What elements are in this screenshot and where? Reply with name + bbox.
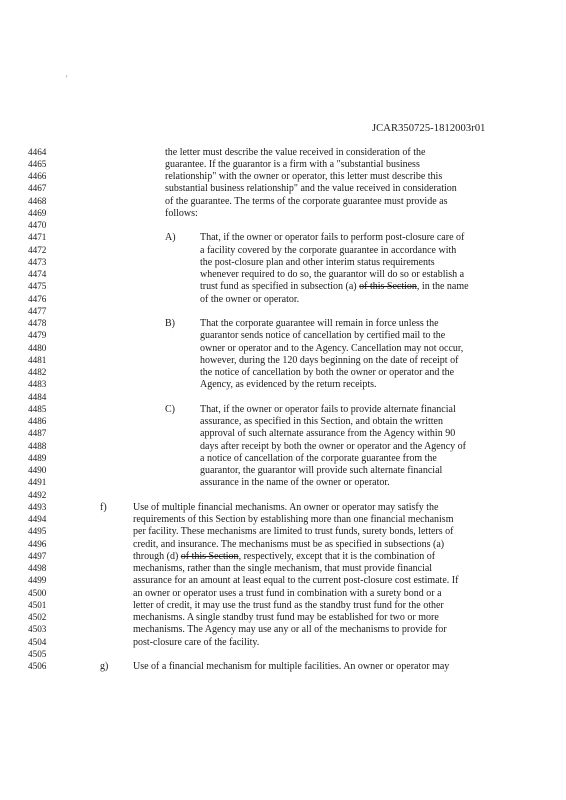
- line-number: 4465: [28, 158, 47, 169]
- line-number: 4487: [28, 428, 47, 439]
- line-number: 4479: [28, 330, 47, 341]
- line-number: 4474: [28, 269, 47, 280]
- text-line: assurance for an amount at least equal to the current post-closure cost estimate. If: [133, 575, 459, 587]
- text-line: post-closure care of the facility.: [133, 636, 260, 648]
- line-number: 4466: [28, 171, 47, 181]
- line-number: 4471: [28, 232, 47, 243]
- struck-text: of this Section: [180, 550, 239, 562]
- text-line: through (d) of this Section, respectively, except that it is the combination of: [133, 550, 436, 562]
- line-number: 4491: [28, 477, 47, 488]
- line-number: 4492: [28, 489, 47, 500]
- text-line: mechanisms. A single standby trust fund may be established for two or more: [133, 612, 439, 624]
- line-number: 4467: [28, 183, 47, 194]
- document-id-header: JCAR350725-1812003r01: [372, 123, 486, 134]
- text-line: That the corporate guarantee will remain in force unless the: [200, 318, 439, 330]
- struck-text: of this Section: [359, 281, 417, 293]
- line-number: 4477: [28, 305, 47, 316]
- text-line: the notice of cancellation by both the owner or operator and the: [200, 367, 455, 379]
- text-line: however, during the 120 days beginning on the date of receipt of: [200, 354, 459, 366]
- line-number: 4475: [28, 281, 47, 292]
- text-line: per facility. These mechanisms are limited to trust funds, surety bonds, letters of: [133, 526, 454, 538]
- line-number: 4486: [28, 416, 47, 427]
- text-line: whenever required to do so, the guarantor will do so or establish a: [200, 269, 465, 281]
- line-number: 4501: [28, 599, 47, 610]
- line-number: 4503: [28, 624, 47, 635]
- text-line: owner or operator and to the Agency. Cancellation may not occur,: [200, 342, 464, 354]
- text-line: the post-closure plan and other interim status requirements: [200, 256, 435, 268]
- subsection-label: A): [165, 232, 176, 244]
- line-number: 4478: [28, 318, 47, 329]
- line-number: 4470: [28, 220, 47, 231]
- text-line: That, if the owner or operator fails to perform post-closure care of: [200, 232, 465, 244]
- text-line: substantial business relationship" and the value received in consideration: [165, 183, 457, 195]
- text-line: Agency, as evidenced by the return receipts.: [200, 379, 377, 391]
- line-number: 4488: [28, 440, 47, 451]
- line-number: 4480: [28, 342, 47, 353]
- line-number: 4468: [28, 195, 47, 206]
- line-number: 4493: [28, 501, 47, 512]
- text-line: a facility covered by the corporate guarantee in accordance with: [200, 244, 457, 256]
- line-number: 4499: [28, 575, 47, 586]
- text-line: guarantee. If the guarantor is a firm with a "substantial business: [165, 158, 420, 170]
- subsection-label: B): [165, 318, 175, 330]
- text-line: trust fund as specified in subsection (a) of this Section, in the name: [200, 281, 469, 293]
- line-number: 4504: [28, 636, 47, 647]
- text-line: assurance, as specified in this Section, and obtain the written: [200, 416, 443, 428]
- text-line: Use of a financial mechanism for multiple facilities. An owner or operator may: [133, 661, 450, 673]
- text-line: credit, and insurance. The mechanisms must be as specified in subsections (a): [133, 538, 445, 550]
- text-line: days after receipt by both the owner or operator and the Agency of: [200, 440, 467, 452]
- line-number: 4473: [28, 256, 47, 267]
- line-number: 4505: [28, 648, 47, 659]
- subsection-label: g): [100, 661, 109, 673]
- line-number: 4482: [28, 367, 47, 378]
- line-number: 4476: [28, 293, 47, 304]
- text-line: mechanisms, rather than the single mechanism, that must provide financial: [133, 563, 433, 575]
- line-number: 4485: [28, 403, 47, 414]
- text-line: approval of such alternate assurance from the Agency within 90: [200, 428, 456, 440]
- corner-mark: ': [66, 74, 68, 83]
- line-number: 4489: [28, 452, 47, 463]
- text-line: assurance in the name of the owner or operator.: [200, 477, 390, 489]
- text-line: guarantor, the guarantor will provide such alternate financial: [200, 465, 443, 477]
- text-line: the letter must describe the value received in consideration of the: [165, 146, 426, 158]
- text-line: relationship" with the owner or operator, this letter must describe this: [165, 171, 443, 182]
- line-number: 4494: [28, 514, 47, 525]
- line-number: 4500: [28, 587, 47, 598]
- line-number: 4481: [28, 354, 47, 365]
- line-number: 4506: [28, 661, 47, 672]
- line-number: 4472: [28, 244, 47, 255]
- text-line: Use of multiple financial mechanisms. An owner or operator may satisfy the: [133, 501, 439, 513]
- subsection-label: f): [100, 501, 107, 513]
- text-line: letter of credit, it may use the trust fund as the standby trust fund for the other: [133, 599, 444, 611]
- text-line: That, if the owner or operator fails to provide alternate financial: [200, 403, 456, 415]
- line-number: 4490: [28, 465, 47, 476]
- text-line: guarantor sends notice of cancellation by certified mail to the: [200, 330, 446, 342]
- text-line: of the guarantee. The terms of the corporate guarantee must provide as: [165, 195, 448, 207]
- line-number: 4498: [28, 563, 47, 574]
- line-number: 4495: [28, 526, 47, 537]
- text-line: requirements of this Section by establishing more than one financial mechanism: [133, 514, 454, 526]
- line-number: 4484: [28, 391, 47, 402]
- text-line: an owner or operator uses a trust fund in combination with a surety bond or a: [133, 587, 442, 599]
- text-line: follows:: [165, 207, 198, 219]
- line-number: 4483: [28, 379, 47, 390]
- line-number: 4464: [28, 146, 47, 157]
- line-number: 4496: [28, 538, 47, 549]
- line-number: 4497: [28, 550, 47, 561]
- text-line: a notice of cancellation of the corporate guarantee from the: [200, 452, 437, 464]
- line-number: 4469: [28, 207, 47, 218]
- text-line: of the owner or operator.: [200, 293, 300, 305]
- line-number: 4502: [28, 612, 47, 623]
- text-line: mechanisms. The Agency may use any or all of the mechanisms to provide for: [133, 624, 447, 636]
- subsection-label: C): [165, 403, 175, 415]
